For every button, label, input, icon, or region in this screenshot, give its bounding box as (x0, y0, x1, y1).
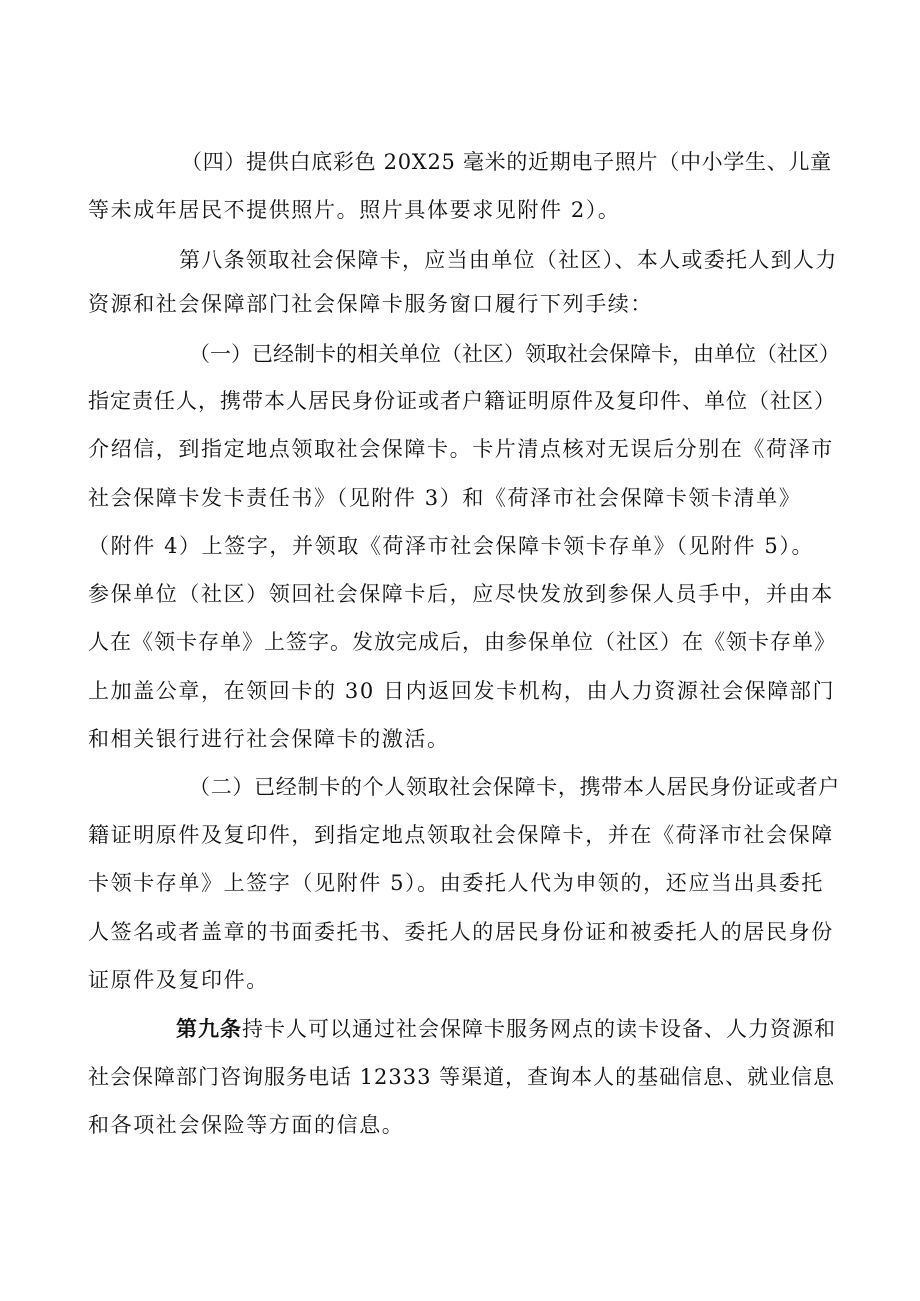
text-line: （附件 4）上签字，并领取《荷泽市社会保障卡领卡存单》（见附件 5）。 (88, 534, 815, 558)
text-line: 人在《领卡存单》上签字。发放完成后，由参保单位（社区）在《领卡存单》 (88, 630, 836, 654)
text-line: 证原件及复印件。 (88, 968, 269, 992)
text-line: 卡领卡存单》上签字（见附件 5）。由委托人代为申领的，还应当出具委托 (88, 871, 824, 895)
text-line: 资源和社会保障部门社会保障卡服务窗口履行下列手续： (88, 292, 653, 316)
text-line: 参保单位（社区）领回社会保障卡后，应尽快发放到参保人员手中，并由本 (88, 582, 834, 606)
text-line: 和各项社会保险等方面的信息。 (88, 1113, 405, 1137)
text-line: 人签名或者盖章的书面委托书、委托人的居民身份证和被委托人的居民身份 (88, 920, 834, 944)
text-line: 等未成年居民不提供照片。照片具体要求见附件 2）。 (88, 198, 621, 222)
text-line: （四）提供白底彩色 20X25 毫米的近期电子照片（中小学生、儿童 (181, 150, 832, 174)
text-line: 社会保障卡发卡责任书》（见附件 3）和《荷泽市社会保障卡领卡清单》 (88, 486, 802, 510)
text-line: 第八条领取社会保障卡，应当由单位（社区）、本人或委托人到人力 (179, 248, 838, 272)
article-9-heading: 第九条 (176, 1016, 242, 1041)
text-line: 介绍信，到指定地点领取社会保障卡。卡片清点核对无误后分别在《荷泽市 (88, 437, 834, 461)
text-line: 籍证明原件及复印件，到指定地点领取社会保障卡，并在《荷泽市社会保障 (88, 823, 834, 847)
text-line: （一）已经制卡的相关单位（社区）领取社会保障卡，由单位（社区） (189, 342, 840, 366)
text-line: 和相关银行进行社会保障卡的激活。 (88, 727, 450, 751)
text-line: 指定责任人，携带本人居民身份证或者户籍证明原件及复印件、单位（社区） (88, 389, 836, 413)
article-9-first-line: 持卡人可以通过社会保障卡服务网点的读卡设备、人力资源和 (242, 1017, 836, 1041)
text-line: 上加盖公章，在领回卡的 30 日内返回发卡机构，由人力资源社会保障部门 (88, 679, 836, 703)
text-line: （二）已经制卡的个人领取社会保障卡，携带本人居民身份证或者户 (189, 775, 840, 799)
text-line: 社会保障部门咨询服务电话 12333 等渠道，查询本人的基础信息、就业信息 (88, 1065, 836, 1089)
text-line (176, 1015, 836, 1043)
